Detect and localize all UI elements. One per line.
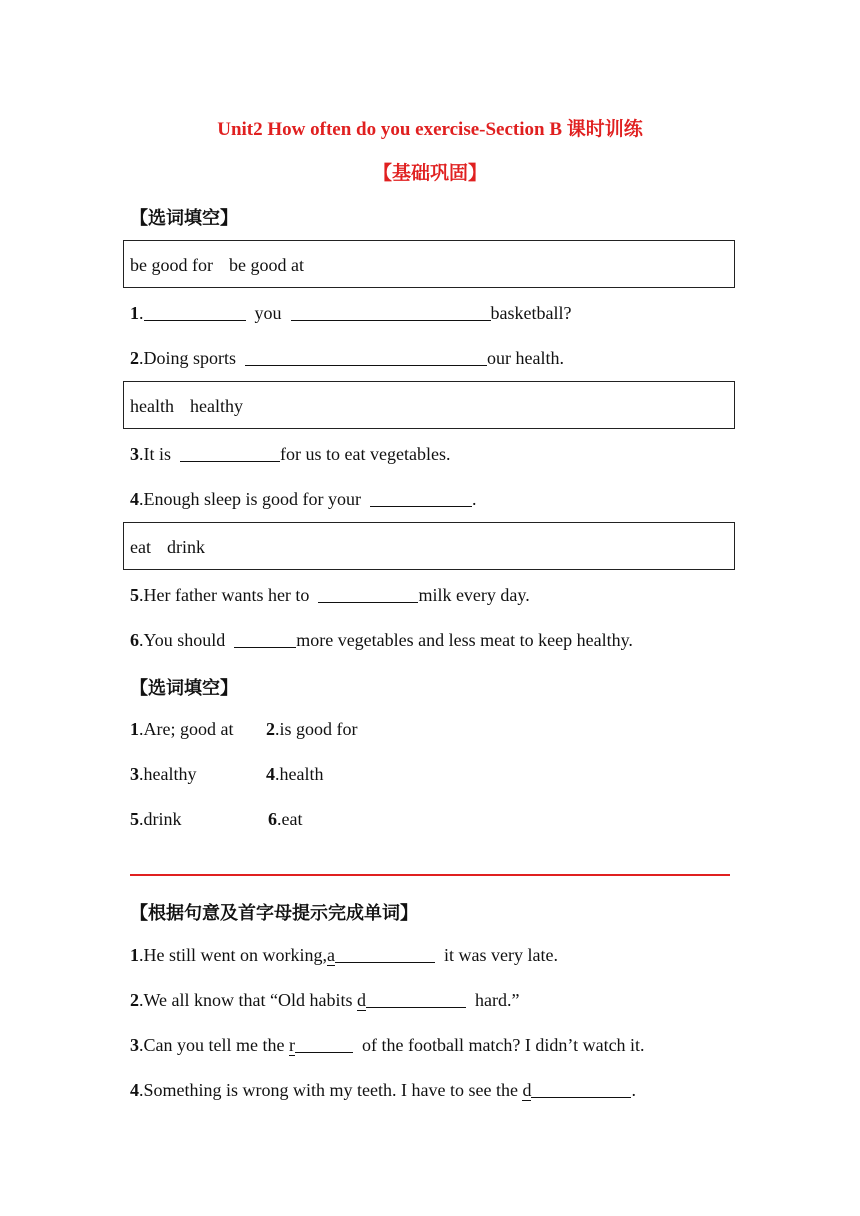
answer-blank	[335, 944, 435, 963]
answer-blank	[531, 1079, 631, 1098]
question-number: 4	[130, 489, 139, 509]
question-initial-2: 2.We all know that “Old habits d hard.”	[130, 990, 520, 1010]
section-label-basic: 【基础巩固】	[372, 162, 487, 184]
question-number: 5	[130, 585, 139, 605]
word-box-3	[123, 522, 735, 570]
answer-blank	[144, 302, 246, 321]
word-option: healthy	[189, 396, 243, 416]
word-option: drink	[166, 537, 205, 557]
answer-blank	[370, 488, 472, 507]
answer-blank	[295, 1034, 353, 1053]
answer-row: 3.healthy 4.health	[130, 764, 324, 784]
word-option: health	[130, 396, 174, 416]
word-option: eat	[130, 537, 151, 557]
word-box-1	[123, 240, 735, 288]
question-number: 1	[130, 303, 139, 323]
answers-heading: 【选词填空】	[130, 678, 238, 699]
word-option: be good at	[228, 255, 304, 275]
section-heading-word-choice: 【选词填空】	[130, 208, 238, 229]
question-1: 1. you basketball?	[130, 303, 572, 323]
question-number: 6	[130, 630, 139, 650]
word-option: be good for	[130, 255, 213, 275]
answer-blank	[291, 302, 491, 321]
question-5: 5.Her father wants her to milk every day.	[130, 585, 530, 605]
question-6: 6.You should more vegetables and less meat to keep healthy.	[130, 630, 633, 650]
question-initial-1: 1.He still went on working,a it was very late.	[130, 945, 558, 965]
question-4: 4.Enough sleep is good for your .	[130, 489, 477, 509]
answer-blank	[234, 629, 296, 648]
answer-blank	[180, 443, 280, 462]
word-box-2	[123, 381, 735, 429]
answer-blank	[318, 584, 418, 603]
answer-blank	[245, 347, 487, 366]
question-initial-4: 4.Something is wrong with my teeth. I have to see the d .	[130, 1080, 636, 1100]
question-3: 3.It is for us to eat vegetables.	[130, 444, 451, 464]
question-2: 2.Doing sports our health.	[130, 348, 564, 368]
answer-row: 5.drink 6.eat	[130, 809, 303, 829]
question-initial-3: 3.Can you tell me the r of the football match? I didn’t watch it.	[130, 1035, 645, 1055]
question-number: 2	[130, 348, 139, 368]
section-heading-initial-letter: 【根据句意及首字母提示完成单词】	[130, 903, 418, 924]
answer-blank	[366, 989, 466, 1008]
worksheet-title: Unit2 How often do you exercise-Section B 课时训练	[217, 119, 643, 140]
section-divider	[130, 874, 730, 876]
answer-row: 1.Are; good at 2.is good for	[130, 719, 358, 739]
question-number: 3	[130, 444, 139, 464]
